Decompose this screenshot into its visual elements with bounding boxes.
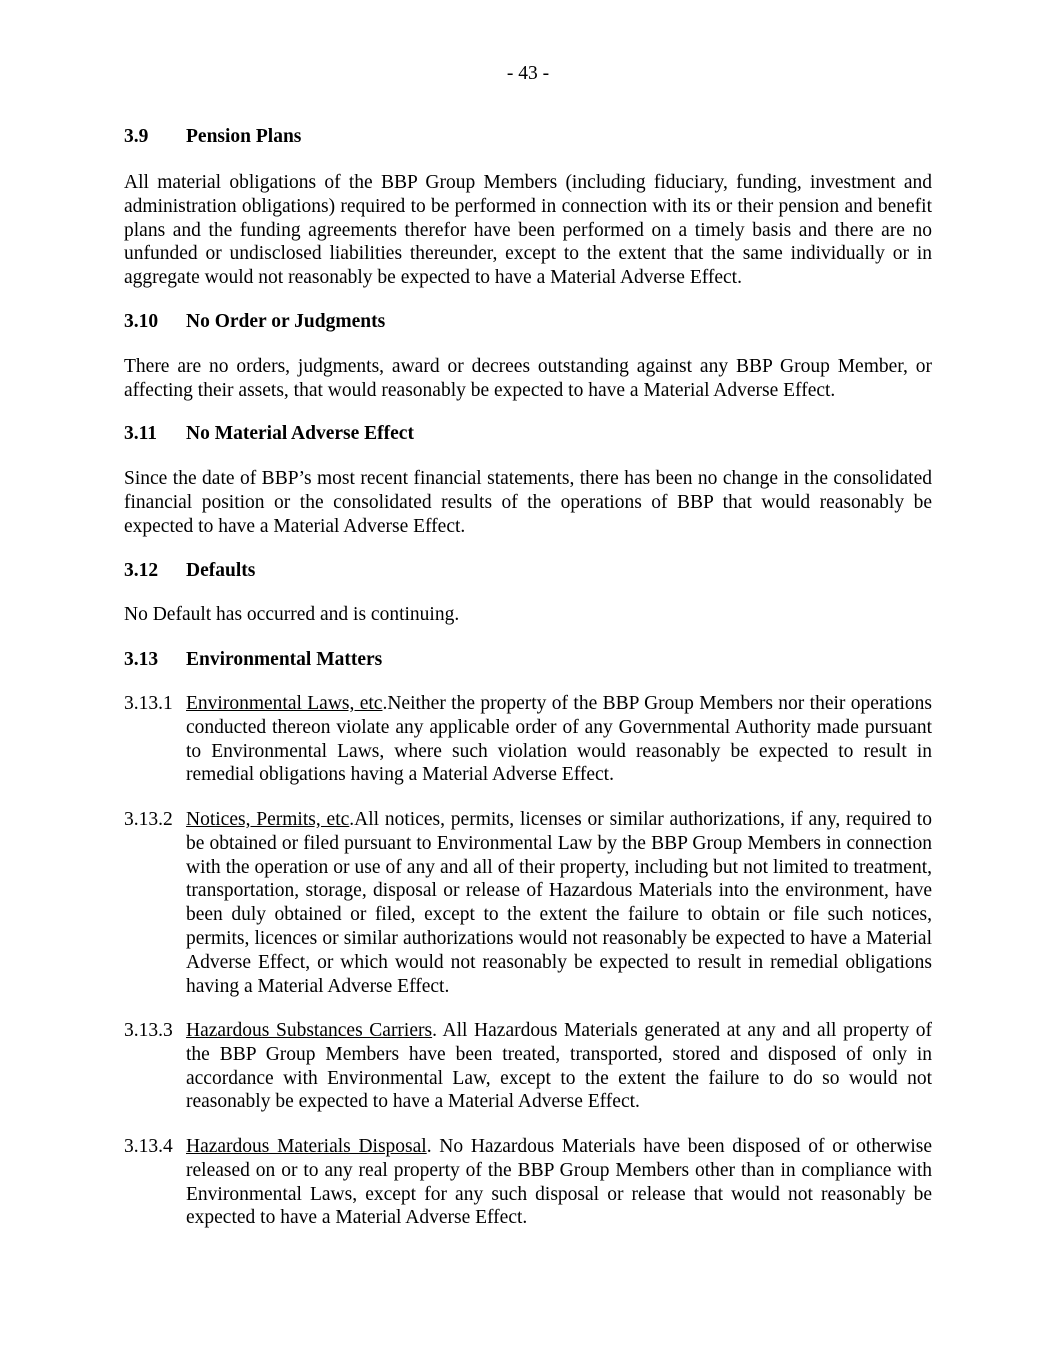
subsection-body: .All notices, permits, licenses or similar authorizations, if any, required to be obtained or filed pursuant to Environmental Law by the BBP Group Members in connection with the operation or use of any and all of their property, including but not limited to treatment, transportation, storage, disposal or release of Hazardous Materials into the environment, have been duly obtained or filed, except to the extent the failure to obtain or file such notices, permits, licences or similar authorizations would not reasonably be expected to have a Material Adverse Effect, or which would not reasonably be expected to result in remedial obligations having a Material Adverse Effect. — [186, 809, 932, 997]
subsection-body: . No Hazardous Materials have been disposed of or otherwise released on or to any real property of the BBP Group Members other than in compliance with Environmental Laws, except for any such disposal or release that would not reasonably be expected to have a Material Adverse Effect. — [186, 1136, 932, 1229]
section-heading-3-10 — [124, 310, 932, 334]
subsection-title: Hazardous Materials Disposal — [186, 1136, 427, 1157]
section-title: No Material Adverse Effect — [186, 423, 414, 444]
section-body-3-12: No Default has occurred and is continuing. — [124, 604, 460, 625]
subsection-3-13-3 — [124, 1019, 932, 1114]
subsection-text — [186, 808, 932, 998]
subsection-title: Notices, Permits, etc — [186, 809, 350, 830]
subsection-text — [186, 1019, 932, 1114]
subsection-number: 3.13.4 — [124, 1136, 173, 1157]
subsection-title: Environmental Laws, etc — [186, 693, 383, 714]
subsection-body: . All Hazardous Materials generated at any and all property of the BBP Group Members have been treated, transported, stored and disposed of only in accordance with Environmental Law, except to the extent the failure to do so would not reasonably be expected to have a Material Adverse Effect. — [186, 1020, 932, 1113]
subsection-3-13-2 — [124, 808, 932, 998]
section-body-3-11: Since the date of BBP’s most recent financial statements, there has been no change in the consolidated financial position or the consolidated results of the operations of BBP that would reasonably be expected to have a Material Adverse Effect. — [124, 468, 932, 537]
section-number: 3.11 — [124, 423, 158, 444]
section-title: Pension Plans — [186, 126, 302, 147]
section-number: 3.13 — [124, 649, 159, 670]
section-title: Environmental Matters — [186, 649, 383, 670]
subsection-number: 3.13.1 — [124, 693, 173, 714]
section-body-3-10: There are no orders, judgments, award or decrees outstanding against any BBP Group Member, or affecting their assets, that would reasonably be expected to have a Material Adverse Effect. — [124, 356, 932, 401]
section-title: No Order or Judgments — [186, 311, 386, 332]
section-title: Defaults — [186, 560, 256, 581]
section-heading-3-13 — [124, 648, 932, 672]
subsection-number: 3.13.3 — [124, 1020, 173, 1041]
subsection-number: 3.13.2 — [124, 809, 173, 830]
subsection-text — [186, 1135, 932, 1230]
section-number: 3.9 — [124, 126, 149, 147]
section-heading-3-11 — [124, 422, 932, 446]
subsection-3-13-4 — [124, 1135, 932, 1230]
section-number: 3.10 — [124, 311, 159, 332]
subsection-3-13-1 — [124, 692, 932, 787]
section-number: 3.12 — [124, 560, 159, 581]
page-number: - 43 - — [506, 63, 550, 84]
subsection-body: .Neither the property of the BBP Group Members nor their operations conducted thereon violate any applicable order of any Governmental Authority made pursuant to Environmental Laws, where such violation would reasonably be expected to result in remedial obligations having a Material Adverse Effect. — [186, 693, 932, 786]
subsection-title: Hazardous Substances Carriers — [186, 1020, 433, 1041]
section-body-3-9: All material obligations of the BBP Group Members (including fiduciary, funding, investment and administration obligations) required to be performed in connection with its or their pension and benefit plans and the funding agreements therefor have been performed on a timely basis and there are no unfunded or undisclosed liabilities thereunder, except to the extent that the same individually or in aggregate would not reasonably be expected to have a Material Adverse Effect. — [124, 172, 932, 289]
section-heading-3-9 — [124, 125, 932, 149]
section-heading-3-12 — [124, 559, 932, 583]
subsection-text — [186, 692, 932, 787]
